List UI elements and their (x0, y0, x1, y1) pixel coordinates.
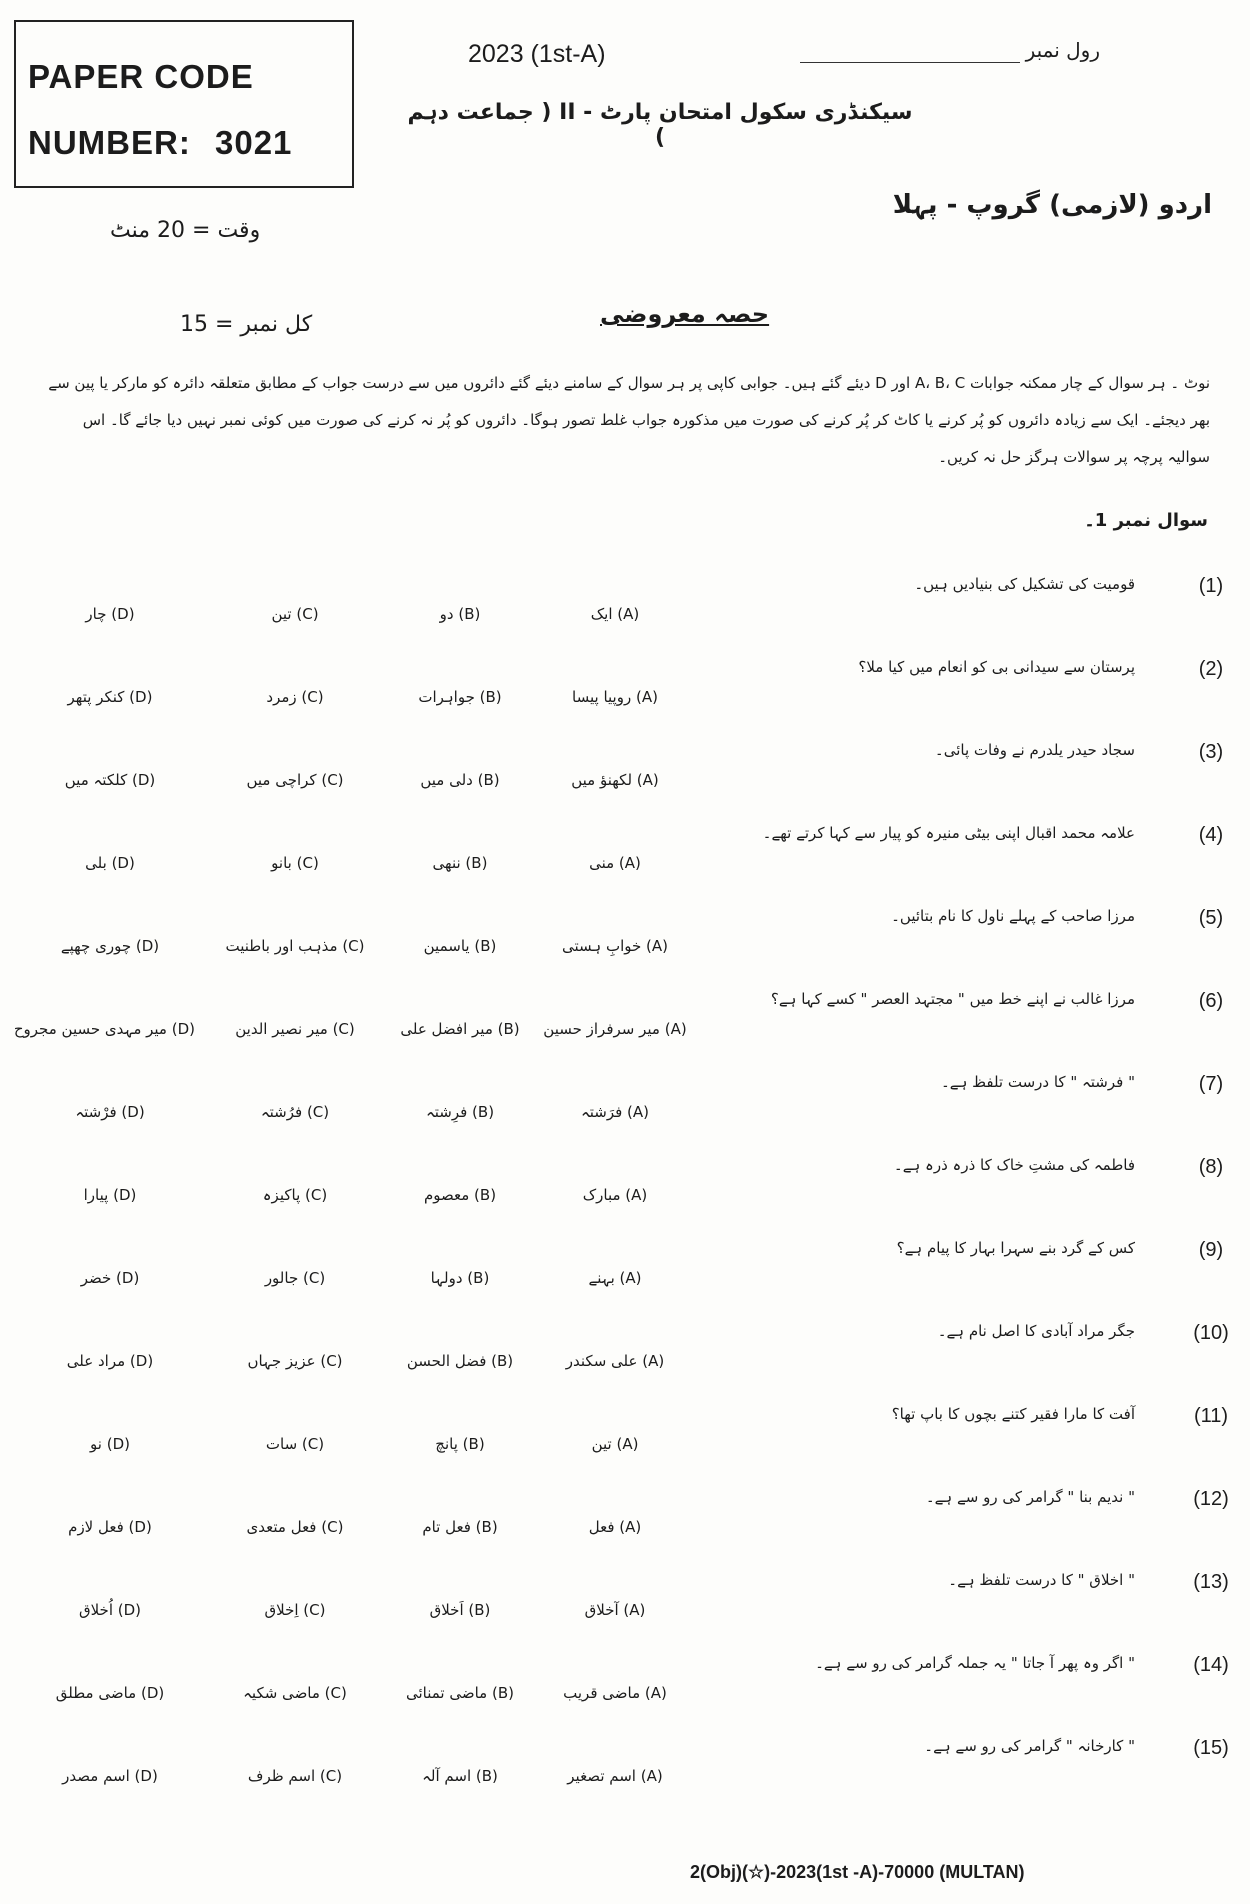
question-text: مرزا غالب نے اپنے خط میں " مجتہد العصر " کسے کہا ہے؟ (770, 990, 1135, 1008)
exam-year: 2023 (1st-A) (468, 40, 606, 68)
option-a: (A) آخلاق (584, 1601, 646, 1619)
option-b: (B) اسم آلہ (422, 1767, 498, 1785)
option-b: (B) دولہا (430, 1269, 490, 1287)
question-text: پرستان سے سیدانی بی کو انعام میں کیا ملا؟ (858, 658, 1135, 676)
footer-code: 2(Obj)(☆)-2023(1st -A)-70000 (MULTAN) (690, 1862, 1025, 1882)
exam-title: سیکنڈری سکول امتحان پارٹ - II ( جماعت دہم ) (407, 100, 913, 150)
question-row (0, 1571, 1250, 1649)
question-row (0, 1322, 1250, 1400)
option-c: (C) فعل متعدی (246, 1518, 344, 1536)
question-text: " فرشتہ " کا درست تلفظ ہے۔ (940, 1073, 1135, 1091)
question-row (0, 1156, 1250, 1234)
option-d: (D) کنکر پتھر (67, 688, 153, 706)
question-number: (12) (1193, 1488, 1229, 1510)
paper-number-line (28, 110, 352, 176)
question-number: (7) (1198, 1073, 1224, 1095)
option-d: (D) پیارا (83, 1186, 137, 1204)
option-a: (A) لکھنؤ میں (571, 771, 659, 789)
option-b: (B) جواہرات (418, 688, 502, 706)
number-label: NUMBER: (28, 124, 191, 161)
option-a: (A) تین (591, 1435, 639, 1453)
option-c: (C) جالور (264, 1269, 326, 1287)
question-row (0, 1654, 1250, 1732)
option-d: (D) بلی (85, 854, 135, 872)
instruction-note: نوٹ ۔ ہر سوال کے چار ممکنہ جوابات A، B، C اور D دیئے گئے ہیں۔ جوابی کاپی پر ہر سوال کے سامنے دیئے گئے دائروں میں سے درست جواب کے مطابق متعلقہ دائرہ کو مارکر یا پین سے بھر دیجئے۔ ایک سے زیادہ دائروں کو پُر کرنے یا کاٹ کر پُر کرنے کی صورت میں مذکورہ جواب غلط تصور ہوگا۔ دائروں کو پُر نہ کرنے کی صورت میں کوئی نمبر نہیں دیا جائے گا۔ اس سوالیہ پرچہ پر سوالات ہرگز حل نہ کریں۔ (48, 374, 1210, 466)
option-c: (C) فرُشتہ (260, 1103, 330, 1121)
question-row (0, 1488, 1250, 1566)
question-text: فاطمہ کی مشتِ خاک کا ذرہ ذرہ ہے۔ (893, 1156, 1135, 1174)
option-c: (C) اسم ظرف (247, 1767, 343, 1785)
option-a: (A) میر سرفراز حسین (543, 1020, 687, 1038)
option-c: (C) ماضی شکیہ (243, 1684, 347, 1702)
question-number: (10) (1193, 1322, 1229, 1344)
roll-number-field (800, 38, 1100, 68)
option-c: (C) عزیز جہاں (247, 1352, 343, 1370)
question-number: (14) (1193, 1654, 1229, 1676)
question-number: (4) (1198, 824, 1224, 846)
option-c: (C) میر نصیر الدین (235, 1020, 355, 1038)
question-row (0, 1239, 1250, 1317)
option-d: (D) نو (90, 1435, 130, 1453)
question-row (0, 824, 1250, 902)
option-b: (B) فعل تام (422, 1518, 498, 1536)
question-number: (13) (1193, 1571, 1229, 1593)
option-c: (C) کراچی میں (246, 771, 344, 789)
option-d: (D) خضر (80, 1269, 140, 1287)
option-d: (D) اُخلاق (78, 1601, 142, 1619)
question-number: (1) (1198, 575, 1224, 597)
option-c: (C) زمرد (266, 688, 324, 706)
number-value: 3021 (215, 124, 293, 161)
option-d: (D) اسم مصدر (62, 1767, 158, 1785)
question-number: (9) (1198, 1239, 1224, 1261)
subject-line: اردو (لازمی) گروپ - پہلا (892, 190, 1212, 220)
question-row (0, 990, 1250, 1068)
roll-number-label: رول نمبر (1025, 38, 1100, 62)
question-text: علامہ محمد اقبال اپنی بیٹی منیرہ کو پیار سے کہا کرتے تھے۔ (762, 824, 1135, 842)
option-c: (C) بانو (271, 854, 319, 872)
option-c: (C) تین (271, 605, 319, 623)
question-text: کس کے گرد بنے سہرا بہار کا پیام ہے؟ (896, 1239, 1135, 1257)
option-b: (B) ننھی (432, 854, 488, 872)
total-marks: کل نمبر = 15 (180, 312, 313, 337)
question-row (0, 658, 1250, 736)
question-text: جگر مراد آبادی کا اصل نام ہے۔ (937, 1322, 1135, 1340)
option-d: (D) چوری چھپے (60, 937, 160, 955)
question-text: " اگر وہ پھر آ جاتا " یہ جملہ گرامر کی رو سے ہے۔ (815, 1654, 1135, 1672)
question-text: " کارخانہ " گرامر کی رو سے ہے۔ (924, 1737, 1135, 1755)
option-a: (A) روپیا پیسا (572, 688, 658, 706)
option-b: (B) معصوم (423, 1186, 497, 1204)
option-a: (A) اسم تصغیر (567, 1767, 663, 1785)
option-b: (B) فضل الحسن (406, 1352, 514, 1370)
question-row (0, 907, 1250, 985)
option-d: (D) میر مہدی حسین مجروح (13, 1020, 195, 1038)
option-a: (A) فرَشتہ (580, 1103, 650, 1121)
section-title: حصہ معروضی (600, 300, 770, 328)
question-number: (11) (1193, 1405, 1229, 1427)
question-number: (8) (1198, 1156, 1224, 1178)
question-number: (3) (1198, 741, 1224, 763)
question-number: (2) (1198, 658, 1224, 680)
option-b: (B) فرِشتہ (425, 1103, 495, 1121)
time-allowed: وقت = 20 منٹ (110, 218, 261, 243)
option-d: (D) کلکتہ میں (64, 771, 156, 789)
option-a: (A) مبارک (582, 1186, 648, 1204)
option-d: (D) فرْشتہ (75, 1103, 145, 1121)
option-b: (B) دو (439, 605, 481, 623)
question-text: " ندیم بنا " گرامر کی رو سے ہے۔ (925, 1488, 1135, 1506)
question-row (0, 1073, 1250, 1151)
option-d: (D) فعل لازم (68, 1518, 152, 1536)
question-number: (6) (1198, 990, 1224, 1012)
option-a: (A) علی سکندر (565, 1352, 665, 1370)
option-c: (C) پاکیزہ (262, 1186, 328, 1204)
option-b: (B) اَخلاق (429, 1601, 491, 1619)
question-number: (15) (1193, 1737, 1229, 1759)
option-a: (A) خوابِ ہستی (561, 937, 669, 955)
question-text: " اخلاق " کا درست تلفظ ہے۔ (948, 1571, 1135, 1589)
question-row (0, 575, 1250, 653)
question-text: آفت کا مارا فقیر کتنے بچوں کا باپ تھا؟ (891, 1405, 1135, 1423)
option-d: (D) ماضی مطلق (55, 1684, 165, 1702)
option-a: (A) بہنے (588, 1269, 642, 1287)
paper-code-label: PAPER CODE (28, 58, 254, 95)
option-d: (D) مراد علی (66, 1352, 154, 1370)
option-a: (A) ایک (590, 605, 640, 623)
roll-number-line (800, 62, 1020, 63)
option-a: (A) ماضی قریب (563, 1684, 667, 1702)
option-b: (B) پانچ (435, 1435, 485, 1453)
question-row (0, 741, 1250, 819)
question-row (0, 1405, 1250, 1483)
question-text: مرزا صاحب کے پہلے ناول کا نام بتائیں۔ (891, 907, 1135, 925)
question-number: (5) (1198, 907, 1224, 929)
paper-code-box (14, 20, 354, 188)
option-d: (D) چار (85, 605, 135, 623)
option-b: (B) ماضی تمنائی (405, 1684, 514, 1702)
question-heading: سوال نمبر 1۔ (1084, 510, 1208, 531)
option-a: (A) فعل (588, 1518, 642, 1536)
option-b: (B) یاسمین (423, 937, 497, 955)
option-c: (C) اِخلاق (264, 1601, 326, 1619)
question-row (0, 1737, 1250, 1815)
option-c: (C) مذہب اور باطنیت (225, 937, 365, 955)
option-c: (C) سات (265, 1435, 325, 1453)
option-b: (B) دلی میں (420, 771, 500, 789)
question-text: سجاد حیدر یلدرم نے وفات پائی۔ (934, 741, 1135, 759)
question-text: قومیت کی تشکیل کی بنیادیں ہیں۔ (914, 575, 1135, 593)
option-a: (A) منی (589, 854, 641, 872)
option-b: (B) میر افضل علی (400, 1020, 520, 1038)
